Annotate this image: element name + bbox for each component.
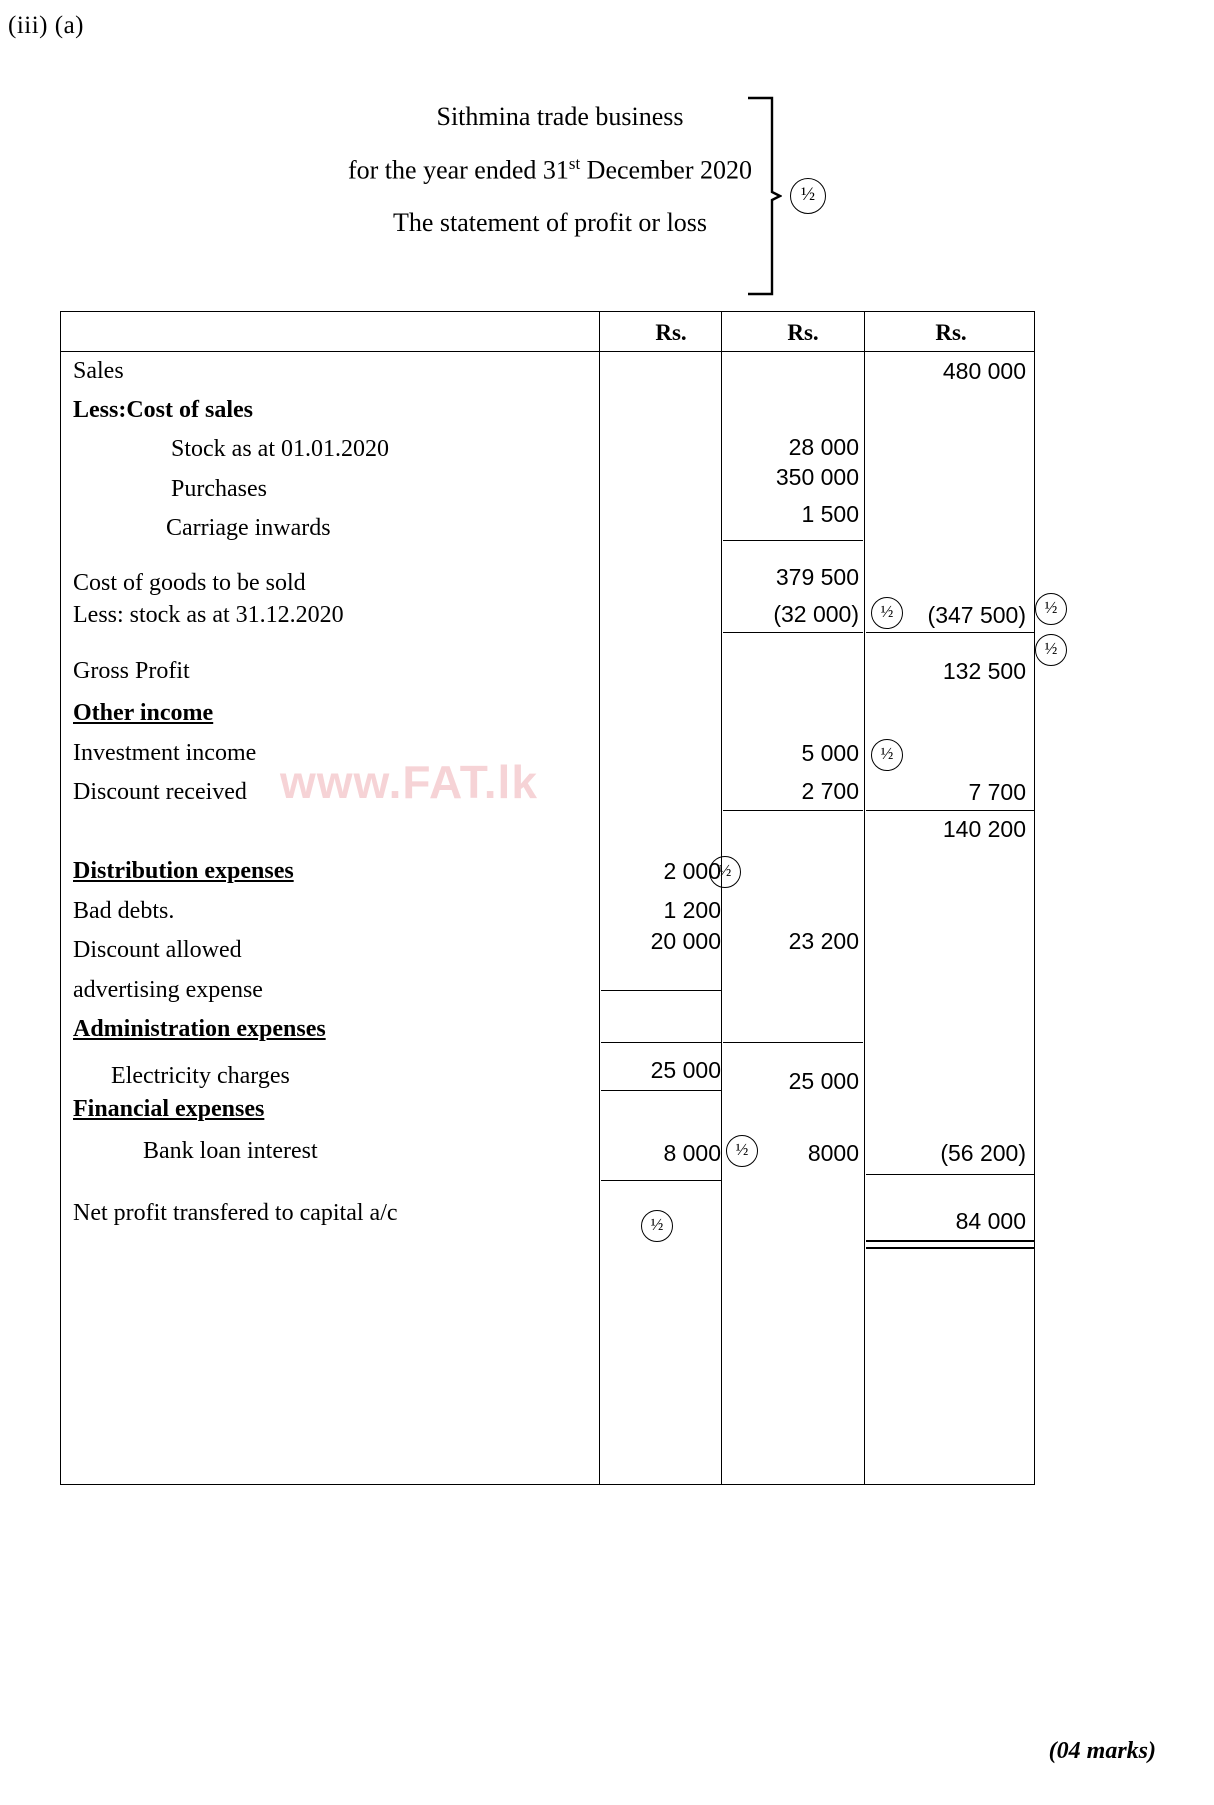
row-label-less-cost-of-sales: Less:Cost of sales — [73, 397, 253, 423]
value-net-profit: 84 000 — [955, 1208, 1026, 1234]
heading-business-name: Sithmina trade business — [436, 102, 684, 131]
row-label-net-profit: Net profit transfered to capital a/c — [73, 1200, 398, 1226]
table-column-divider-3 — [864, 312, 865, 1484]
row-label-sales: Sales — [73, 358, 124, 384]
value-other-income-total: 7 700 — [968, 779, 1026, 805]
mark-cost-of-sales-edge — [1035, 593, 1067, 625]
table-column-divider-2 — [721, 312, 722, 1484]
row-label-electricity-charges: Electricity charges — [111, 1063, 290, 1089]
rule-cost-of-sales-colc — [866, 632, 1034, 633]
value-total-income: 140 200 — [942, 816, 1026, 842]
row-label-discount-allowed: Discount allowed — [73, 937, 242, 963]
rule-expenses-total — [866, 1174, 1034, 1175]
half-mark-badge: ½ — [871, 597, 903, 629]
value-purchases: 350 000 — [775, 464, 859, 490]
rule-admin-colb — [723, 1042, 863, 1043]
half-mark-badge: ½ — [726, 1135, 758, 1167]
row-label-discount-received: Discount received — [73, 779, 247, 805]
row-label-purchases: Purchases — [171, 476, 267, 502]
marks-note: (04 marks) — [1048, 1738, 1156, 1764]
value-investment-income: 5 000 — [801, 740, 859, 766]
value-carriage-inwards: 1 500 — [801, 501, 859, 527]
half-mark-badge: ½ — [641, 1210, 673, 1242]
rule-other-income-subtotal — [723, 810, 863, 811]
value-cost-of-sales-total: (347 500) — [927, 602, 1026, 628]
rule-admin-bottom — [601, 1090, 721, 1091]
rule-distribution-subtotal — [601, 990, 721, 991]
value-discount-received: 2 700 — [801, 778, 859, 804]
value-total-expenses: (56 200) — [940, 1140, 1026, 1166]
question-label: (iii) (a) — [8, 12, 84, 39]
row-label-carriage-inwards: Carriage inwards — [166, 515, 331, 541]
row-label-other-income: Other income — [73, 700, 214, 726]
mark-net-profit — [641, 1210, 673, 1242]
row-label-stock-opening: Stock as at 01.01.2020 — [171, 436, 389, 462]
value-opening-stock: 28 000 — [788, 434, 859, 460]
row-label-financial-expenses: Financial expenses — [73, 1096, 265, 1122]
mark-distribution-expenses — [709, 856, 741, 888]
value-cost-of-goods-to-be-sold: 379 500 — [775, 564, 859, 590]
value-advertising-expense: 20 000 — [650, 928, 721, 954]
value-bad-debts: 2 000 — [663, 858, 721, 884]
mark-bank-loan-interest — [726, 1135, 758, 1167]
row-label-investment-income: Investment income — [73, 740, 257, 766]
row-label-bad-debts: Bad debts. — [73, 898, 175, 924]
value-gross-profit: 132 500 — [942, 658, 1026, 684]
row-label-advertising-expense: advertising expense — [73, 977, 263, 1003]
row-label-less-closing-stock: Less: stock as at 31.12.2020 — [73, 602, 344, 628]
half-mark-badge: ½ — [871, 739, 903, 771]
double-rule-net-profit — [866, 1240, 1034, 1249]
heading-period-post: December 2020 — [580, 155, 752, 185]
row-label-administration-expenses: Administration expenses — [73, 1016, 326, 1042]
heading-period-sup: st — [568, 154, 581, 173]
value-electricity-charges: 25 000 — [650, 1057, 721, 1083]
mark-closing-stock — [871, 597, 903, 629]
rule-other-income-colc — [866, 810, 1034, 811]
row-label-distribution-expenses: Distribution expenses — [73, 858, 294, 884]
row-label-gross-profit: Gross Profit — [73, 658, 190, 684]
watermark: www.FAT.lk — [280, 756, 538, 808]
half-mark-badge: ½ — [790, 178, 826, 214]
heading-statement-title: The statement of profit or loss — [392, 207, 708, 237]
half-mark-badge: ½ — [1035, 593, 1067, 625]
profit-loss-table — [60, 311, 1035, 1485]
column-header-rs-2: Rs. — [787, 320, 819, 345]
value-financial-expenses-total: 8000 — [807, 1140, 859, 1166]
column-header-rs-1: Rs. — [655, 320, 687, 345]
mark-gross-profit-edge — [1035, 634, 1067, 666]
half-mark-badge: ½ — [1035, 634, 1067, 666]
rule-admin-top — [601, 1042, 721, 1043]
mark-heading — [790, 178, 826, 214]
value-bank-loan-interest: 8 000 — [663, 1140, 721, 1166]
value-sales: 480 000 — [942, 358, 1026, 384]
rule-cost-of-sales-total — [723, 632, 863, 633]
column-header-rs-3: Rs. — [935, 320, 967, 345]
value-distribution-expenses-total: 23 200 — [788, 928, 859, 954]
row-label-cost-of-goods-to-be-sold: Cost of goods to be sold — [73, 570, 306, 596]
rule-cost-of-sales-subtotal — [723, 540, 863, 541]
mark-investment-income — [871, 739, 903, 771]
value-discount-allowed: 1 200 — [663, 897, 721, 923]
row-label-bank-loan-interest: Bank loan interest — [143, 1138, 318, 1164]
table-header-rule — [61, 351, 1034, 352]
value-administration-expenses-total: 25 000 — [788, 1068, 859, 1094]
rule-financial-subtotal — [601, 1180, 721, 1181]
value-closing-stock: (32 000) — [773, 601, 859, 627]
heading-period-pre: for the year ended 31 — [347, 155, 569, 185]
heading-brace — [742, 96, 782, 296]
half-mark-badge: ½ — [709, 856, 741, 888]
table-column-divider-1 — [599, 312, 600, 1484]
